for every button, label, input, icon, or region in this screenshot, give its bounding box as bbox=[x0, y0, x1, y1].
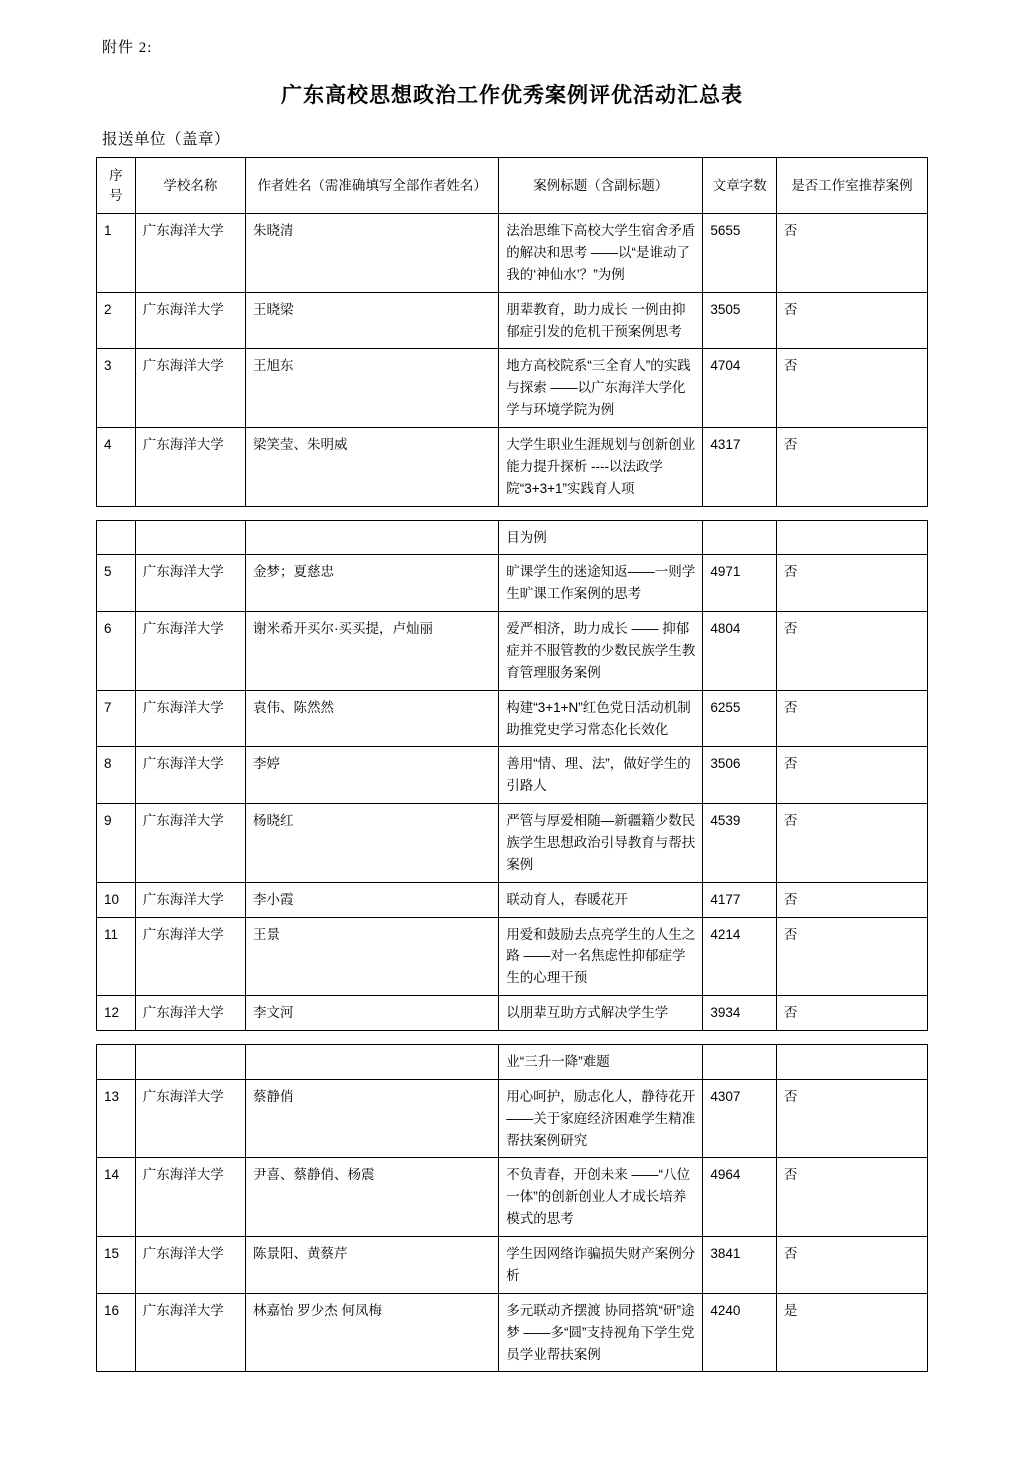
cell-index: 6 bbox=[97, 612, 136, 691]
cell-author: 王景 bbox=[246, 917, 499, 996]
table-row bbox=[97, 747, 928, 804]
header-title: 案例标题（含副标题） bbox=[499, 158, 703, 214]
cell-author: 袁伟、陈然然 bbox=[246, 690, 499, 747]
cell-recommended: 否 bbox=[776, 292, 927, 349]
cell-word-count bbox=[703, 1045, 777, 1080]
cell-school: 广东海洋大学 bbox=[135, 747, 245, 804]
cell-index: 13 bbox=[97, 1079, 136, 1158]
cell-author: 林嘉怡 罗少杰 何凤梅 bbox=[246, 1293, 499, 1372]
cell-title: 多元联动齐摆渡 协同搭筑“研”途梦 ——多“圆”支持视角下学生党员学业帮扶案例 bbox=[499, 1293, 703, 1372]
cell-word-count: 4317 bbox=[703, 428, 777, 507]
summary-table-part2 bbox=[96, 520, 928, 1031]
page-title: 广东高校思想政治工作优秀案例评优活动汇总表 bbox=[281, 84, 743, 107]
table-header-row bbox=[97, 158, 928, 214]
cell-word-count: 4804 bbox=[703, 612, 777, 691]
cell-school: 广东海洋大学 bbox=[135, 349, 245, 428]
cell-author: 梁笑莹、朱明威 bbox=[246, 428, 499, 507]
header-index bbox=[97, 158, 136, 214]
cell-index: 12 bbox=[97, 996, 136, 1031]
table-row bbox=[97, 214, 928, 293]
cell-title: 业“三升一降”难题 bbox=[499, 1045, 703, 1080]
cell-recommended: 否 bbox=[776, 214, 927, 293]
cell-school: 广东海洋大学 bbox=[135, 555, 245, 612]
cell-title: 用爱和鼓励去点亮学生的人生之路 ——对一名焦虑性抑郁症学生的心理干预 bbox=[499, 917, 703, 996]
cell-word-count: 4307 bbox=[703, 1079, 777, 1158]
cell-recommended: 否 bbox=[776, 1237, 927, 1294]
cell-recommended: 否 bbox=[776, 804, 927, 883]
cell-title: 地方高校院系“三全育人”的实践与探索 ——以广东海洋大学化学与环境学院为例 bbox=[499, 349, 703, 428]
cell-recommended: 否 bbox=[776, 1158, 927, 1237]
cell-index: 11 bbox=[97, 917, 136, 996]
cell-index: 15 bbox=[97, 1237, 136, 1294]
cell-recommended: 否 bbox=[776, 1079, 927, 1158]
cell-recommended: 否 bbox=[776, 612, 927, 691]
cell-title: 法治思维下高校大学生宿舍矛盾的解决和思考 ——以“是谁动了我的‘神仙水’？”为例 bbox=[499, 214, 703, 293]
cell-word-count: 5655 bbox=[703, 214, 777, 293]
cell-title: 朋辈教育，助力成长 一例由抑郁症引发的危机干预案例思考 bbox=[499, 292, 703, 349]
cell-recommended bbox=[776, 520, 927, 555]
cell-author: 金梦；夏慈忠 bbox=[246, 555, 499, 612]
table-row bbox=[97, 428, 928, 507]
cell-recommended: 否 bbox=[776, 996, 927, 1031]
cell-word-count bbox=[703, 520, 777, 555]
cell-recommended: 否 bbox=[776, 747, 927, 804]
cell-author: 李文河 bbox=[246, 996, 499, 1031]
cell-index: 5 bbox=[97, 555, 136, 612]
header-recommended: 是否工作室推荐案例 bbox=[776, 158, 927, 214]
cell-title: 旷课学生的迷途知返——一则学生旷课工作案例的思考 bbox=[499, 555, 703, 612]
submitting-unit-label: 报送单位（盖章） bbox=[102, 131, 231, 148]
cell-word-count: 3506 bbox=[703, 747, 777, 804]
cell-title: 构建“3+1+N”红色党日活动机制 助推党史学习常态化长效化 bbox=[499, 690, 703, 747]
cell-index: 4 bbox=[97, 428, 136, 507]
cell-index: 10 bbox=[97, 882, 136, 917]
cell-word-count: 4177 bbox=[703, 882, 777, 917]
table-row bbox=[97, 996, 928, 1031]
cell-index: 2 bbox=[97, 292, 136, 349]
cell-school: 广东海洋大学 bbox=[135, 1237, 245, 1294]
table-row bbox=[97, 612, 928, 691]
cell-title: 不负青春，开创未来 ——“八位一体”的创新创业人才成长培养模式的思考 bbox=[499, 1158, 703, 1237]
cell-title: 联动育人，春暖花开 bbox=[499, 882, 703, 917]
cell-index: 16 bbox=[97, 1293, 136, 1372]
cell-title: 大学生职业生涯规划与创新创业能力提升探析 ----以法政学院“3+3+1”实践育人项 bbox=[499, 428, 703, 507]
table-row-continuation bbox=[97, 1045, 928, 1080]
cell-school bbox=[135, 520, 245, 555]
cell-school: 广东海洋大学 bbox=[135, 428, 245, 507]
table-row bbox=[97, 555, 928, 612]
cell-word-count: 4539 bbox=[703, 804, 777, 883]
cell-school: 广东海洋大学 bbox=[135, 1293, 245, 1372]
cell-recommended bbox=[776, 1045, 927, 1080]
cell-recommended: 否 bbox=[776, 349, 927, 428]
header-school: 学校名称 bbox=[135, 158, 245, 214]
cell-school: 广东海洋大学 bbox=[135, 917, 245, 996]
cell-recommended: 否 bbox=[776, 690, 927, 747]
cell-title: 目为例 bbox=[499, 520, 703, 555]
table-row-continuation bbox=[97, 520, 928, 555]
cell-index: 1 bbox=[97, 214, 136, 293]
cell-word-count: 6255 bbox=[703, 690, 777, 747]
cell-school: 广东海洋大学 bbox=[135, 1158, 245, 1237]
table-row bbox=[97, 804, 928, 883]
header-index-line1: 序 bbox=[109, 168, 123, 183]
cell-author bbox=[246, 1045, 499, 1080]
cell-title: 爱严相济，助力成长 —— 抑郁症并不服管教的少数民族学生教育管理服务案例 bbox=[499, 612, 703, 691]
cell-recommended: 否 bbox=[776, 555, 927, 612]
cell-index: 14 bbox=[97, 1158, 136, 1237]
cell-index: 8 bbox=[97, 747, 136, 804]
table-row bbox=[97, 1079, 928, 1158]
cell-word-count: 4240 bbox=[703, 1293, 777, 1372]
cell-school bbox=[135, 1045, 245, 1080]
cell-author: 李小霞 bbox=[246, 882, 499, 917]
table-row bbox=[97, 292, 928, 349]
table-row bbox=[97, 1158, 928, 1237]
header-word-count: 文章字数 bbox=[703, 158, 777, 214]
cell-index bbox=[97, 520, 136, 555]
cell-word-count: 3934 bbox=[703, 996, 777, 1031]
cell-school: 广东海洋大学 bbox=[135, 996, 245, 1031]
cell-school: 广东海洋大学 bbox=[135, 292, 245, 349]
header-author: 作者姓名（需准确填写全部作者姓名） bbox=[246, 158, 499, 214]
cell-word-count: 4704 bbox=[703, 349, 777, 428]
header-index-line2: 号 bbox=[109, 187, 123, 203]
table-row bbox=[97, 882, 928, 917]
cell-author bbox=[246, 520, 499, 555]
cell-title: 学生因网络诈骗损失财产案例分析 bbox=[499, 1237, 703, 1294]
cell-author: 王旭东 bbox=[246, 349, 499, 428]
cell-school: 广东海洋大学 bbox=[135, 882, 245, 917]
cell-school: 广东海洋大学 bbox=[135, 214, 245, 293]
cell-title: 用心呵护，励志化人，静待花开 ——关于家庭经济困难学生精准帮扶案例研究 bbox=[499, 1079, 703, 1158]
cell-author: 陈景阳、黄蔡芹 bbox=[246, 1237, 499, 1294]
summary-table-part1 bbox=[96, 157, 928, 507]
cell-word-count: 3505 bbox=[703, 292, 777, 349]
attachment-label: 附件 2: bbox=[102, 40, 153, 56]
cell-school: 广东海洋大学 bbox=[135, 1079, 245, 1158]
cell-word-count: 4964 bbox=[703, 1158, 777, 1237]
table-row bbox=[97, 690, 928, 747]
cell-author: 杨晓红 bbox=[246, 804, 499, 883]
cell-recommended: 否 bbox=[776, 428, 927, 507]
cell-title: 严管与厚爱相随—新疆籍少数民族学生思想政治引导教育与帮扶案例 bbox=[499, 804, 703, 883]
cell-word-count: 4971 bbox=[703, 555, 777, 612]
cell-school: 广东海洋大学 bbox=[135, 612, 245, 691]
cell-word-count: 4214 bbox=[703, 917, 777, 996]
cell-index: 3 bbox=[97, 349, 136, 428]
cell-author: 王晓梁 bbox=[246, 292, 499, 349]
cell-recommended: 否 bbox=[776, 882, 927, 917]
cell-author: 尹喜、蔡静俏、杨震 bbox=[246, 1158, 499, 1237]
table-row bbox=[97, 349, 928, 428]
cell-word-count: 3841 bbox=[703, 1237, 777, 1294]
summary-table-part3 bbox=[96, 1044, 928, 1372]
cell-title: 以朋辈互助方式解决学生学 bbox=[499, 996, 703, 1031]
cell-author: 李婷 bbox=[246, 747, 499, 804]
cell-author: 朱晓清 bbox=[246, 214, 499, 293]
table-row bbox=[97, 917, 928, 996]
cell-author: 蔡静俏 bbox=[246, 1079, 499, 1158]
cell-index: 9 bbox=[97, 804, 136, 883]
table-row bbox=[97, 1293, 928, 1372]
cell-author: 谢米希开买尔·买买提，卢灿丽 bbox=[246, 612, 499, 691]
cell-recommended: 是 bbox=[776, 1293, 927, 1372]
cell-school: 广东海洋大学 bbox=[135, 690, 245, 747]
cell-index: 7 bbox=[97, 690, 136, 747]
cell-school: 广东海洋大学 bbox=[135, 804, 245, 883]
cell-title: 善用“情、理、法”，做好学生的引路人 bbox=[499, 747, 703, 804]
cell-recommended: 否 bbox=[776, 917, 927, 996]
table-row bbox=[97, 1237, 928, 1294]
cell-index bbox=[97, 1045, 136, 1080]
